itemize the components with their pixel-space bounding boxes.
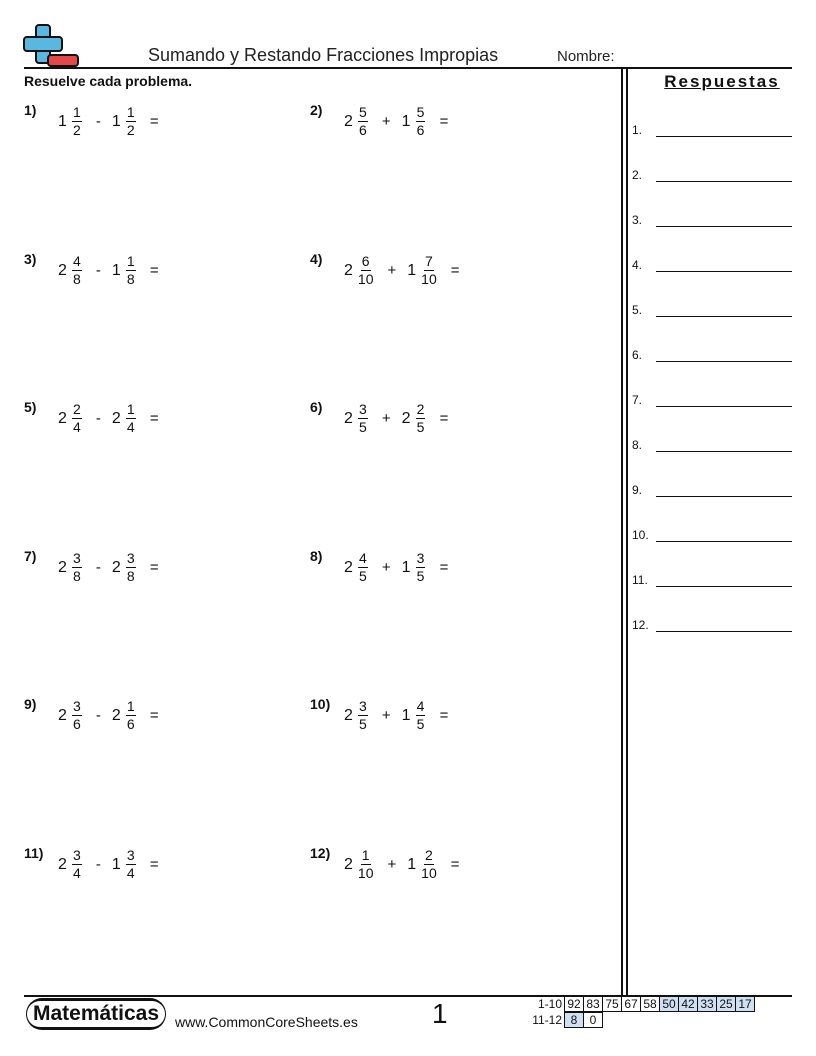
fraction [69, 550, 85, 585]
fraction [413, 698, 429, 733]
whole-number: 2 [401, 409, 411, 427]
numerator: 1 [361, 847, 370, 863]
denominator: 4 [126, 419, 135, 435]
whole-number: 2 [111, 706, 121, 724]
equals-sign: = [149, 559, 159, 576]
score-cell: 92 [564, 996, 584, 1012]
brand-badge [26, 998, 166, 1030]
problem-number: 3) [24, 251, 37, 267]
score-cell: 67 [621, 996, 641, 1012]
whole-number: 2 [344, 558, 353, 576]
problem-number: 4) [310, 251, 323, 267]
numerator: 2 [425, 847, 433, 863]
score-cell: 17 [735, 996, 755, 1012]
answer-number: 1. [632, 123, 643, 137]
whole-number: 2 [58, 409, 67, 427]
fraction [413, 401, 429, 436]
answer-row [632, 483, 792, 499]
score-row [526, 996, 755, 1012]
answer-blank-line[interactable] [656, 586, 792, 587]
whole-number: 2 [111, 558, 121, 576]
fraction [123, 104, 139, 139]
answer-blank-line[interactable] [656, 181, 792, 182]
denominator: 4 [73, 419, 81, 435]
whole-number: 2 [58, 558, 67, 576]
problem-number: 2) [310, 102, 323, 118]
equals-sign: = [149, 410, 159, 427]
site-url: www.CommonCoreSheets.es [175, 1014, 358, 1030]
numerator: 3 [359, 401, 367, 417]
fraction [355, 698, 371, 733]
expression [344, 847, 460, 882]
operator: + [387, 856, 397, 873]
denominator: 8 [126, 568, 135, 584]
numerator: 3 [73, 550, 81, 566]
denominator: 8 [126, 271, 135, 287]
score-row [526, 1012, 603, 1028]
denominator: 8 [73, 271, 81, 287]
answer-number: 6. [632, 348, 643, 362]
numerator: 6 [361, 253, 370, 269]
score-cell: 83 [583, 996, 603, 1012]
operator: - [95, 559, 101, 576]
numerator: 1 [126, 401, 135, 417]
fraction [69, 698, 85, 733]
score-cell: 25 [716, 996, 736, 1012]
fraction [123, 253, 139, 288]
numerator: 3 [359, 698, 367, 714]
answer-number: 9. [632, 483, 643, 497]
answer-row [632, 348, 792, 364]
answer-blank-line[interactable] [656, 631, 792, 632]
equals-sign: = [149, 856, 159, 873]
answer-blank-line[interactable] [656, 496, 792, 497]
answer-number: 8. [632, 438, 643, 452]
denominator: 5 [416, 419, 425, 435]
whole-number: 1 [401, 706, 411, 724]
fraction [413, 104, 429, 139]
denominator: 2 [126, 122, 135, 138]
expression [58, 847, 159, 882]
numerator: 3 [73, 847, 81, 863]
whole-number: 1 [407, 261, 417, 279]
name-label: Nombre: [557, 48, 615, 65]
problem-number: 10) [310, 696, 331, 712]
page-number: 1 [432, 998, 448, 1029]
numerator: 4 [416, 698, 425, 714]
whole-number: 1 [58, 112, 67, 130]
numerator: 3 [126, 550, 135, 566]
denominator: 10 [421, 865, 437, 881]
fraction [355, 550, 371, 585]
numerator: 1 [73, 104, 81, 120]
answer-blank-line[interactable] [656, 271, 792, 272]
answer-blank-line[interactable] [656, 451, 792, 452]
equals-sign: = [439, 559, 449, 576]
problem-number: 12) [310, 845, 331, 861]
whole-number: 2 [58, 706, 67, 724]
denominator: 6 [416, 122, 425, 138]
answer-blank-line[interactable] [656, 361, 792, 362]
equals-sign: = [439, 707, 449, 724]
score-cell: 0 [583, 1012, 603, 1028]
answers-title: Respuestas [664, 72, 780, 91]
whole-number: 2 [344, 706, 353, 724]
answer-number: 10. [632, 528, 649, 542]
answer-number: 12. [632, 618, 649, 632]
answer-blank-line[interactable] [656, 226, 792, 227]
expression [58, 401, 159, 436]
operator: - [95, 262, 101, 279]
fraction [355, 104, 371, 139]
whole-number: 2 [344, 855, 353, 873]
denominator: 5 [416, 716, 425, 732]
operator: + [381, 559, 391, 576]
answer-row [632, 573, 792, 589]
score-range-label: 11-12 [532, 1013, 562, 1027]
equals-sign: = [149, 262, 159, 279]
denominator: 2 [73, 122, 81, 138]
operator: - [95, 707, 101, 724]
numerator: 4 [359, 550, 367, 566]
fraction [123, 847, 139, 882]
fraction [69, 401, 85, 436]
whole-number: 1 [111, 855, 121, 873]
score-range-label: 1-10 [537, 997, 562, 1011]
brand-label: Matemáticas [27, 1001, 165, 1027]
numerator: 1 [126, 698, 135, 714]
answer-row [632, 438, 792, 454]
denominator: 4 [73, 865, 81, 881]
answer-number: 5. [632, 303, 643, 317]
equals-sign: = [439, 410, 449, 427]
operator: + [381, 113, 391, 130]
equals-sign: = [149, 113, 159, 130]
instructions: Resuelve cada problema. [24, 73, 193, 89]
fraction [418, 253, 440, 288]
whole-number: 2 [58, 261, 67, 279]
score-cell: 8 [564, 1012, 584, 1028]
problem-number: 1) [24, 102, 37, 118]
expression [344, 550, 448, 585]
answer-number: 3. [632, 213, 643, 227]
whole-number: 1 [111, 261, 121, 279]
header-divider [24, 67, 792, 69]
answer-row [632, 303, 792, 319]
fraction [418, 847, 440, 882]
answer-blank-line[interactable] [656, 136, 792, 137]
operator: - [95, 410, 101, 427]
operator: + [381, 410, 391, 427]
denominator: 5 [359, 568, 367, 584]
answer-row [632, 618, 792, 634]
answer-number: 7. [632, 393, 643, 407]
numerator: 4 [73, 253, 81, 269]
fraction [69, 847, 85, 882]
expression [344, 698, 448, 733]
denominator: 5 [359, 419, 367, 435]
whole-number: 1 [401, 558, 411, 576]
equals-sign: = [149, 707, 159, 724]
denominator: 5 [359, 716, 367, 732]
denominator: 5 [416, 568, 425, 584]
whole-number: 1 [407, 855, 417, 873]
answer-row [632, 213, 792, 229]
numerator: 5 [359, 104, 367, 120]
numerator: 1 [126, 253, 135, 269]
numerator: 2 [73, 401, 81, 417]
answer-column-divider [621, 68, 623, 996]
whole-number: 1 [401, 112, 411, 130]
equals-sign: = [439, 113, 449, 130]
fraction [355, 253, 377, 288]
denominator: 6 [73, 716, 81, 732]
numerator: 5 [416, 104, 425, 120]
answer-row [632, 393, 792, 409]
operator: + [387, 262, 397, 279]
problem-number: 8) [310, 548, 323, 564]
expression [58, 550, 159, 585]
equals-sign: = [450, 262, 460, 279]
expression [58, 698, 159, 733]
score-cell: 75 [602, 996, 622, 1012]
fraction [413, 550, 429, 585]
numerator: 2 [416, 401, 425, 417]
expression [344, 104, 448, 139]
operator: + [381, 707, 391, 724]
score-cell: 42 [678, 996, 698, 1012]
denominator: 6 [359, 122, 367, 138]
whole-number: 2 [344, 112, 353, 130]
score-cell: 33 [697, 996, 717, 1012]
numerator: 3 [416, 550, 425, 566]
whole-number: 2 [111, 409, 121, 427]
denominator: 10 [357, 271, 374, 287]
score-cell: 50 [659, 996, 679, 1012]
answer-row [632, 168, 792, 184]
answer-column-divider-inner [626, 68, 628, 996]
fraction [123, 698, 139, 733]
answer-number: 4. [632, 258, 643, 272]
operator: - [95, 856, 101, 873]
numerator: 1 [126, 104, 135, 120]
problem-number: 9) [24, 696, 37, 712]
fraction [355, 401, 371, 436]
fraction [123, 550, 139, 585]
fraction [355, 847, 377, 882]
equals-sign: = [450, 856, 460, 873]
whole-number: 2 [344, 409, 353, 427]
problem-number: 6) [310, 399, 323, 415]
problem-number: 7) [24, 548, 37, 564]
answer-row [632, 258, 792, 274]
answer-number: 2. [632, 168, 643, 182]
whole-number: 1 [111, 112, 121, 130]
denominator: 10 [357, 865, 374, 881]
expression [58, 104, 159, 139]
problem-number: 5) [24, 399, 37, 415]
denominator: 6 [126, 716, 135, 732]
numerator: 3 [126, 847, 135, 863]
answer-blank-line[interactable] [656, 541, 792, 542]
expression [58, 253, 159, 288]
numerator: 3 [73, 698, 81, 714]
answer-blank-line[interactable] [656, 406, 792, 407]
numerator: 7 [425, 253, 433, 269]
answer-blank-line[interactable] [656, 316, 792, 317]
answer-number: 11. [632, 573, 648, 587]
fraction [123, 401, 139, 436]
answer-row [632, 123, 792, 139]
problem-number: 11) [24, 845, 44, 861]
whole-number: 2 [58, 855, 67, 873]
plus-minus-logo-icon [22, 24, 80, 68]
answer-row [632, 528, 792, 544]
expression [344, 401, 448, 436]
operator: - [95, 113, 101, 130]
score-cell: 58 [640, 996, 660, 1012]
denominator: 4 [126, 865, 135, 881]
whole-number: 2 [344, 261, 353, 279]
page-title: Sumando y Restando Fracciones Impropias [148, 45, 499, 65]
fraction [69, 253, 85, 288]
expression [344, 253, 460, 288]
denominator: 8 [73, 568, 81, 584]
fraction [69, 104, 85, 139]
denominator: 10 [421, 271, 437, 287]
